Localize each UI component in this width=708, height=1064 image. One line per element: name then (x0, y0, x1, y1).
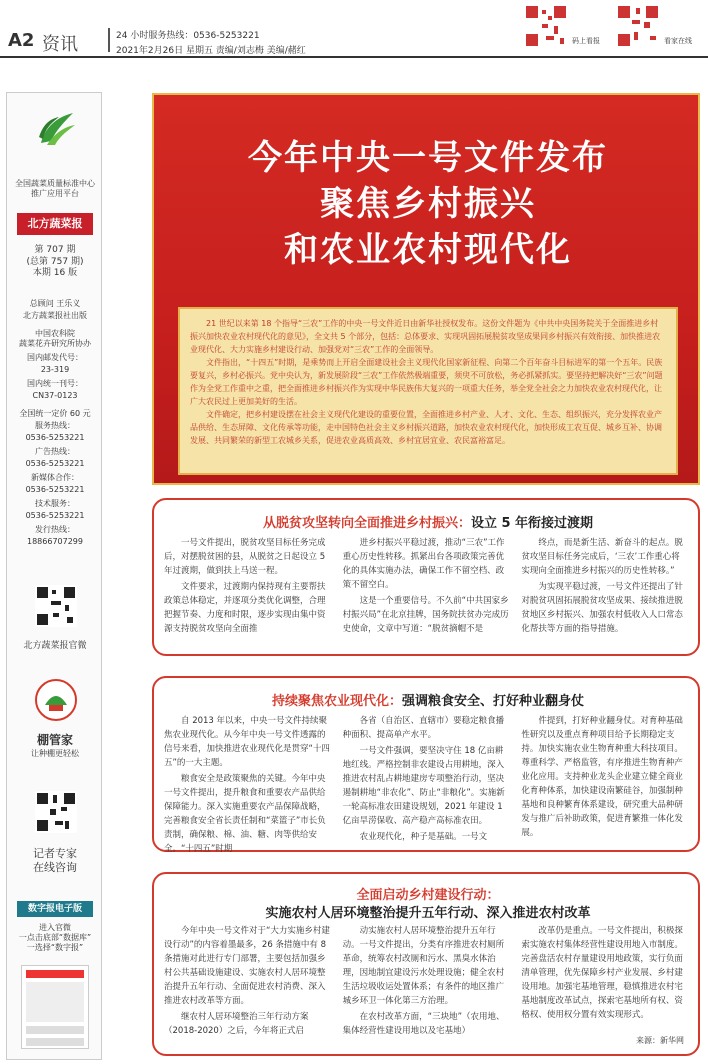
qr1-label: 码上看报 (572, 37, 600, 45)
article-paragraph: 一号文件提出，脱贫攻坚目标任务完成后，对摆脱贫困的县，从脱贫之日起设立 5 年过渡期，做到扶上马送一程。 (164, 538, 326, 576)
qr2-label: 看家在线 (664, 37, 692, 45)
article-paragraph: 各省（自治区、直辖市）要稳定粮食播种面积、提高单产水平。 (342, 716, 505, 740)
qr-code-icon[interactable] (35, 585, 77, 627)
news-tel[interactable]: 0536-5253221 (25, 485, 85, 494)
article-paragraph: 终点，而是新生活、新奋斗的起点。脱贫攻坚目标任务完成后，‘三农’工作重心将实现向全面推进乡村振兴的历史性转移。” (521, 538, 683, 576)
shed-app-icon[interactable] (35, 679, 77, 721)
editor-line: 总顾问 王乐义 (29, 299, 81, 308)
post-code: 23-319 (40, 365, 70, 374)
digital-instructions: 进入官微 一点击底部“数据库” 一选择“数字报” (18, 923, 92, 952)
article-title (154, 512, 702, 531)
qr-code-icon[interactable] (35, 791, 77, 833)
article-title-highlight: 从脱贫攻坚转向全面推进乡村振兴： (262, 516, 471, 531)
tech-label: 技术服务： (35, 499, 75, 508)
article-paragraph: 进乡村振兴平稳过渡，推动“三农”工作重心历史性转移。抓紧出台各项政策完善优化的具体实施办法，确保工作不留空档、政策不留空白。 (342, 538, 505, 590)
service-tel[interactable]: 0536-5253221 (25, 433, 85, 442)
article-title (154, 690, 702, 709)
price: 全国统一定价 60 元 (19, 409, 91, 418)
header-divider (108, 28, 110, 52)
service-label: 服务热线： (35, 421, 75, 430)
issue-info: 第 707 期 (总第 757 期) 本期 16 版 (26, 245, 84, 279)
publisher-line: 北方蔬菜报社出版 (23, 311, 87, 320)
article-paragraph: 继农村人居环境整治三年行动方案（2018-2020）之后，今年将正式启 (164, 1012, 309, 1036)
article-paragraph: 粮食安全是政策聚焦的关键。今年中央一号文件提出，提升粮食和重要农产品供给保障能力。深入实施重要农产品保障战略，完善粮食安全省长责任制和“菜篮子”市长负责制，确保粮、棉、油、糖、肉等供给安全。“十四五”时期 (164, 774, 326, 854)
article-paragraph: 改革仍是重点。一号文件提出，积极探索实施农村集体经营性建设用地入市制度。完善盘活农村存量建设用地政策，实行负面清单管理，优先保障乡村产业发展、乡村建设用地。加强宅基地管理，稳慎推进农村宅基地制度改革试点，探索宅基地所有权、资格权、使用权分置有效实现形式。 (521, 926, 683, 1020)
digital-edition-badge[interactable]: 数字报电子版 (17, 901, 93, 917)
section-name: 资讯 (42, 34, 78, 55)
dist-tel[interactable]: 18866707299 (27, 537, 83, 546)
article-paragraph: 今年中央一号文件对于“大力实施乡村建设行动”的内容着墨最多，26 条措施中有 8 条措施对此进行专门部署，主要包括加强乡村公共基础设施建设、实施农村人居环境整治提升五年行动、全面促进农村消费、深入推进农村改革等方面。 (164, 926, 330, 1006)
ad-label: 广告热线： (35, 447, 75, 456)
banner-summary (178, 307, 678, 475)
post-code-label: 国内邮发代号： (27, 353, 83, 362)
page-header (0, 0, 708, 58)
banner-paragraph: 21 世纪以来第 18 个指导“三农”工作的中央一号文件近日由新华社授权发布。这份文件题为《中共中央国务院关于全面推进乡村振兴加快农业农村现代化的意见》，全文共 5 个部分，包括：总体要求、实现巩固拓展脱贫攻坚成果同乡村振兴有效衔接、加快推进农业现代化、大力实施乡村建设行动、加强党对“三农”工作的全面领导。 (190, 319, 661, 354)
article-paragraph: 动实施农村人居环境整治提升五年行动。一号文件提出，分类有序推进农村厕所革命，统筹农村改厕和污水、黑臭水体治理，因地制宜建设污水处理设施；健全农村生活垃圾收运处置体系；有条件的地区推广城乡环卫一体化第三方治理。 (342, 926, 505, 1006)
ad-tel[interactable]: 0536-5253221 (25, 459, 85, 468)
article-box (152, 676, 700, 852)
source-line: 来源：新华网 (636, 1036, 684, 1045)
sidebar (6, 92, 102, 1060)
phone-screenshot (21, 965, 89, 1049)
article-paragraph: 为实现平稳过渡，一号文件还提出了针对脱贫巩固拓展脱贫攻坚成果、接续推进脱贫地区乡村振兴、加强农村低收入人口常态化帮扶等方面的指导措施。 (521, 582, 683, 634)
banner-title-line: 今年中央一号文件发布 (248, 138, 608, 178)
dist-label: 发行热线： (35, 525, 75, 534)
center-name: 全国蔬菜质量标准中心 推广应用平台 (15, 179, 95, 198)
qr-code-icon[interactable] (524, 4, 568, 48)
page-number: A2 (8, 30, 35, 51)
article-title-highlight: 持续聚焦农业现代化： (271, 694, 402, 709)
article-columns (164, 536, 688, 638)
article-paragraph: 农业现代化，种子是基础。一号文 (359, 832, 488, 842)
article-subtitle: 实施农村人居环境整治提升五年行动、深入推进农村改革 (265, 906, 591, 921)
article-paragraph: 一号文件强调，要坚决守住 18 亿亩耕地红线。严格控制非农建设占用耕地，深入推进农村乱占耕地建房专项整治行动，坚决遏制耕地“非农化”、防止“非粮化”。实施新一轮高标准农田建设规划，2021 年建设 1 亿亩旱涝保收、高产稳产高标准农田。 (342, 746, 505, 826)
banner-title-line: 聚焦乡村振兴 (320, 184, 536, 224)
shed-subtitle: 让种棚更轻松 (31, 749, 79, 758)
article-paragraph: 文件要求，过渡期内保持现有主要帮扶政策总体稳定，并逐项分类优化调整，合理把握节奏、力度和时限，逐步实现由集中资源支持脱贫攻坚向全面推 (164, 582, 326, 634)
article-title-rest: 设立 5 年衔接过渡期 (470, 516, 594, 531)
banner-paragraph: 文件确定，把乡村建设摆在社会主义现代化建设的重要位置，全面推进乡村产业、人才、文化、生态、组织振兴，充分发挥农业产品供给、生态屏障、文化传承等功能，走中国特色社会主义乡村振兴道路，加快农业农村现代化，加快形成工农互促、城乡互补、协调发展、共同繁荣的新型工农城乡关系，促进农业高质高效、乡村宜居宜业、农民富裕富足。 (190, 410, 662, 445)
tech-tel[interactable]: 0536-5253221 (25, 511, 85, 520)
cn-label: 国内统一刊号： (27, 379, 83, 388)
banner-title-line: 和农业农村现代化 (284, 230, 572, 270)
article-columns (164, 714, 688, 858)
article-paragraph: 自 2013 年以来，中央一号文件持续聚焦农业现代化。从今年中央一号文件透露的信号来看，加快推进农业现代化是贯穿“十四五”的一大主题。 (164, 716, 330, 768)
article-columns (164, 924, 688, 1040)
news-label: 新媒体合作： (31, 473, 79, 482)
paper-name: 北方蔬菜报 (17, 213, 93, 235)
article-box (152, 872, 700, 1056)
expert-consult: 记者专家 在线咨询 (33, 847, 77, 875)
article-paragraph: 在农村改革方面，“三块地”（农用地、集体经营性建设用地以及宅基地） (342, 1012, 505, 1036)
qr-caption-official: 北方蔬菜报官微 (23, 641, 87, 651)
co-org: 中国农科院 蔬菜花卉研究所协办 (19, 329, 91, 348)
headline-banner (152, 93, 700, 485)
banner-title (154, 135, 702, 273)
article-paragraph: 这是一个重要信号。不久前“中共国家乡村振兴局”在北京挂牌，国务院扶贫办完成历史使命，文章中写道：“脱贫摘帽不是 (342, 596, 509, 634)
shed-title: 棚管家 (36, 733, 73, 747)
qr-code-icon[interactable] (616, 4, 660, 48)
hotline-text: 24 小时服务热线：0536-5253221 (116, 31, 260, 41)
date-line: 2021年2月26日 星期五 责编/刘志梅 美编/赭红 (116, 46, 306, 56)
banner-paragraph: 文件指出，“十四五”时期，是乘势而上开启全面建设社会主义现代化国家新征程、向第二个百年奋斗目标进军的第一个五年。民族要复兴，乡村必振兴。党中央认为，新发展阶段“三农”工作依然极端重要，须臾不可放松，务必抓紧抓实。要坚持把解决好“三农”问题作为全党工作重中之重，把全面推进乡村振兴作为实现中华民族伟大复兴的一项重大任务，举全党全社会之力加快农业农村现代化，让广大农民过上更加美好的生活。 (190, 358, 663, 406)
article-paragraph: 件提到，打好种业翻身仗。对育种基础性研究以及重点育种项目给予长期稳定支持。加快实施农业生物育种重大科技项目。尊重科学、严格监管，有序推进生物育种产业化应用。支持种业龙头企业建立健全商业化育种体系，加快建设南繁硅谷，加强制种基地和良种繁育体系建设，研究重大品种研发与推广后补助政策，促进育繁推一体化发展。 (521, 716, 683, 838)
article-title: 全面启动乡村建设行动： (356, 888, 500, 903)
logo-icon (35, 107, 77, 149)
article-box (152, 498, 700, 656)
article-title-rest: 强调粮食安全、打好种业翻身仗 (402, 694, 585, 709)
cn-number: CN37-0123 (32, 391, 78, 400)
